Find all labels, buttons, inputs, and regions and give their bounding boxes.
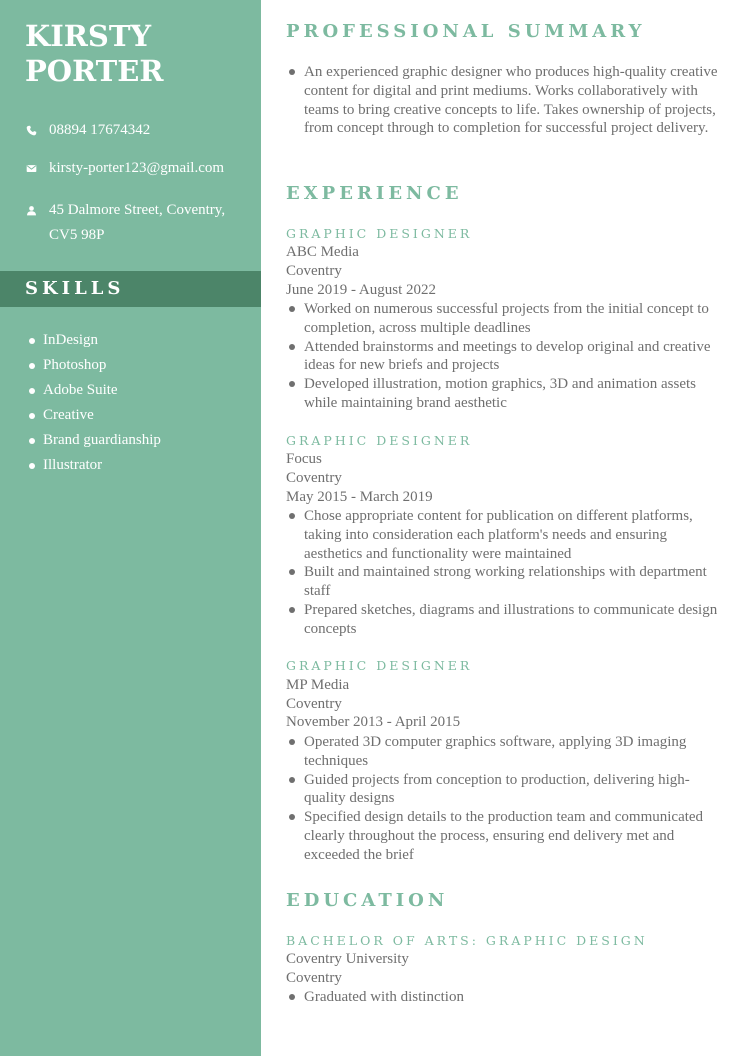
job-company: Focus	[286, 451, 322, 467]
education-title: EDUCATION	[286, 890, 449, 911]
bullet-dot	[29, 438, 35, 444]
job-dates: November 2013 - April 2015	[286, 714, 461, 730]
bullet-text: Prepared sketches, diagrams and illustrations to communicate design concepts	[304, 601, 718, 637]
list-item	[286, 733, 726, 771]
job-bullets	[286, 300, 726, 413]
job-dates: May 2015 - March 2019	[286, 489, 433, 505]
phone-icon	[25, 118, 37, 143]
skill-label: Illustrator	[43, 457, 103, 473]
list-item	[286, 988, 726, 1007]
bullet-text: Developed illustration, motion graphics, 3D and animation assets while maintaining brand aesthetic	[304, 376, 697, 411]
envelope-icon	[25, 156, 37, 181]
skills-header	[0, 271, 261, 307]
bullet-dot	[289, 569, 295, 575]
bullet-dot	[29, 363, 35, 369]
contact-email	[25, 156, 249, 181]
summary-list	[286, 63, 726, 138]
education-bullets	[286, 988, 726, 1007]
skill-label: Photoshop	[43, 357, 107, 373]
skill-item	[29, 328, 161, 353]
bullet-text: Specified design details to the production team and communicated clearly throughout the process, ensuring end delivery met and exceeded the brief	[304, 809, 704, 863]
bullet-dot	[29, 338, 35, 344]
email-address[interactable]: kirsty-porter123@gmail.com	[49, 160, 225, 176]
job-location: Coventry	[286, 263, 342, 279]
skill-item	[29, 403, 161, 428]
skill-label: Brand guardianship	[43, 432, 161, 448]
skill-item	[29, 353, 161, 378]
last-name: PORTER	[25, 54, 164, 88]
job-company: ABC Media	[286, 244, 359, 260]
contact-address	[25, 198, 249, 248]
job-role: GRAPHIC DESIGNER	[286, 433, 473, 448]
skills-list	[29, 328, 161, 478]
list-item	[286, 808, 726, 864]
bullet-dot	[289, 777, 295, 783]
skills-title: SKILLS	[25, 278, 125, 299]
job-location: Coventry	[286, 696, 342, 712]
first-name: KIRSTY	[25, 19, 152, 53]
bullet-dot	[289, 306, 295, 312]
list-item	[286, 563, 726, 601]
bullet-text: Operated 3D computer graphics software, applying 3D imaging techniques	[304, 734, 687, 769]
bullet-dot	[289, 344, 295, 350]
skill-item	[29, 428, 161, 453]
bullet-dot	[289, 994, 295, 1000]
job-location: Coventry	[286, 470, 342, 486]
bullet-dot	[289, 69, 295, 75]
contact-phone	[25, 118, 249, 143]
list-item	[286, 338, 726, 376]
bullet-dot	[29, 413, 35, 419]
job-company: MP Media	[286, 677, 350, 693]
job-role: GRAPHIC DESIGNER	[286, 226, 473, 241]
bullet-text: Chose appropriate content for publication on different platforms, taking into consideration each platform's needs and ensuring aesthetics and functionality were maintained	[304, 508, 693, 562]
list-item	[286, 771, 726, 809]
bullet-text: Graduated with distinction	[304, 989, 464, 1005]
bullet-text: Guided projects from conception to production, delivering high-quality designs	[304, 771, 690, 807]
list-item	[286, 601, 726, 639]
bullet-dot	[29, 463, 35, 469]
job-dates: June 2019 - August 2022	[286, 282, 436, 298]
bullet-dot	[289, 814, 295, 820]
person-icon	[25, 198, 37, 223]
postal-address: 45 Dalmore Street, Coventry, CV5 98P	[49, 202, 226, 243]
bullet-text: Worked on numerous successful projects from the initial concept to completion, across multiple deadlines	[304, 301, 709, 336]
list-item	[286, 300, 726, 338]
degree-title: BACHELOR OF ARTS: GRAPHIC DESIGN	[286, 933, 648, 948]
experience-title: EXPERIENCE	[286, 183, 463, 204]
bullet-dot	[29, 388, 35, 394]
bullet-text: Built and maintained strong working relationships with department staff	[304, 564, 707, 600]
bullet-dot	[289, 381, 295, 387]
bullet-dot	[289, 607, 295, 613]
list-item	[286, 507, 726, 563]
skill-label: Creative	[43, 407, 94, 423]
candidate-name	[25, 19, 163, 89]
school-location: Coventry	[286, 970, 342, 986]
job-bullets	[286, 507, 726, 639]
skill-item	[29, 453, 161, 478]
skill-label: Adobe Suite	[43, 382, 118, 398]
list-item	[286, 63, 726, 138]
bullet-dot	[289, 739, 295, 745]
sidebar	[0, 0, 261, 1056]
skill-item	[29, 378, 161, 403]
list-item	[286, 375, 726, 413]
summary-text: An experienced graphic designer who produces high-quality creative content for digital and print mediums. Works collaboratively with teams to bring creative concepts to life. Takes ownership of projects, from concept through to completion for successful project delivery.	[304, 64, 718, 137]
phone-number[interactable]: 08894 17674342	[49, 122, 151, 138]
summary-title: PROFESSIONAL SUMMARY	[286, 21, 646, 42]
job-bullets	[286, 733, 726, 865]
job-role: GRAPHIC DESIGNER	[286, 658, 473, 673]
bullet-text: Attended brainstorms and meetings to develop original and creative ideas for new briefs and projects	[304, 338, 711, 374]
school-name: Coventry University	[286, 951, 409, 967]
skill-label: InDesign	[43, 332, 98, 348]
bullet-dot	[289, 513, 295, 519]
